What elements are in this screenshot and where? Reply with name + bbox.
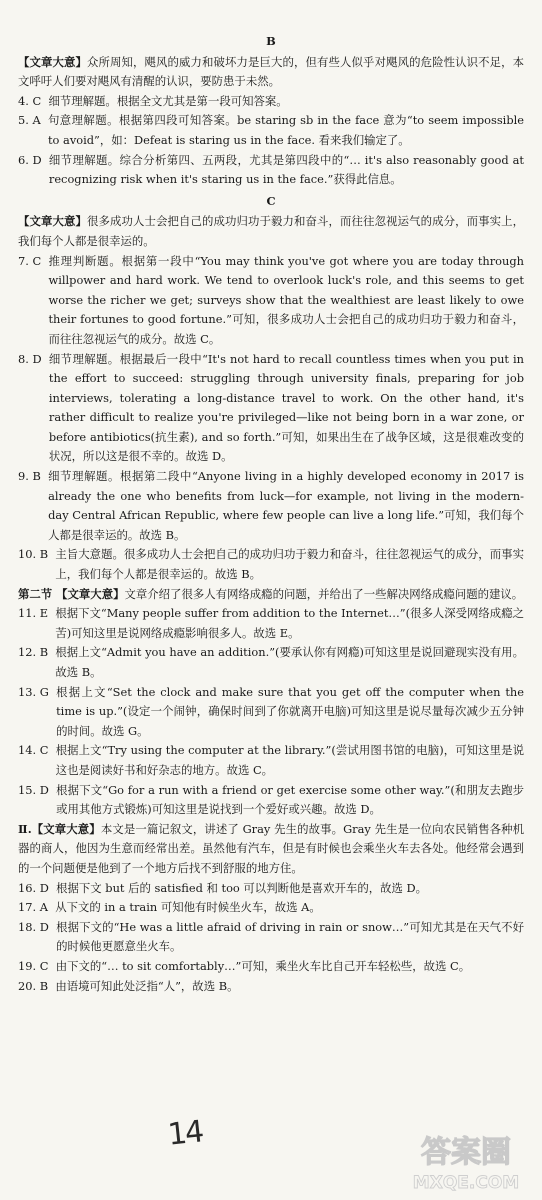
watermark-logo bbox=[396, 1126, 536, 1196]
answer-number: 13. G bbox=[18, 684, 49, 699]
handwritten-page-number: 14 bbox=[166, 1114, 204, 1153]
answer-item bbox=[18, 350, 524, 468]
answer-item bbox=[18, 111, 524, 150]
summary-text: 文章介绍了很多人有网络成瘾的问题，并给出了一些解决网络成瘾问题的建议。 bbox=[124, 586, 524, 601]
answer-item bbox=[18, 977, 524, 997]
answer-number: 15. D bbox=[18, 782, 49, 797]
answer-number: 18. D bbox=[18, 919, 49, 934]
answer-explanation: 细节理解题。综合分析第四、五两段，尤其是第四段中的“… it's also reasonably good at recognizing risk when it's staring us in the face.”获得此信息。 bbox=[48, 152, 524, 187]
answer-explanation: 细节理解题。根据最后一段中“It's not hard to recall countless times when you put in the effort to succeed: struggling through university finals, preparing for job interviews, tolerating a long-distance travel to work. On the other hand, it's rather difficult to realize you're privileged—like not being born in a war zone, or before antibiotics(抗生素), and so forth.”可知，如果出生在了战争区域，这是很难改变的状况，所以这是很不幸的。故选 D。 bbox=[48, 351, 524, 464]
answer-explanation: 根据下文“Many people suffer from addition to the Internet…”(很多人深受网络成瘾之苦)可知这里是说网络成瘾影响很多人。故选 E。 bbox=[55, 606, 524, 640]
summary-label: 第二节 【文章大意】 bbox=[18, 586, 125, 601]
answer-number: 17. A bbox=[18, 900, 48, 915]
summary-text: 本文是一篇记叙文，讲述了 Gray 先生的故事。Gray 先生是一位向农民销售各种机器的商人，他因为生意而经常出差。虽然他有汽车，但是有时候也会乘坐火车去各处。他经常会遇到的一个问题便是他到了一个地方后找不到舒服的地方住。 bbox=[18, 821, 524, 875]
answer-explanation: 根据下文 but 后的 satisfied 和 too 可以判断他是喜欢开车的，故选 D。 bbox=[56, 880, 428, 895]
answer-explanation: 由语境可知此处泛指“人”，故选 B。 bbox=[55, 978, 239, 993]
answer-item bbox=[18, 545, 524, 584]
answer-item bbox=[18, 643, 524, 682]
answer-explanation: 推理判断题。根据第一段中“You may think you've got where you are today through willpower and hard work. We tend to overlook luck's role, and this seems to get worse the richer we get; surveys show that the wealthiest are least likely to owe their fortunes to good fortune.”可知，很多成功人士会把自己的成功归功于毅力和奋斗，而往往忽视运气的成分。故选 C。 bbox=[48, 253, 524, 346]
answer-explanation: 由下文的“… to sit comfortably…”可知，乘坐火车比自己开车轻松些，故选 C。 bbox=[55, 958, 471, 973]
answer-number: 12. B bbox=[18, 645, 49, 660]
answer-page bbox=[18, 30, 524, 996]
summary-paragraph bbox=[18, 585, 524, 605]
answer-number: 5. A bbox=[18, 113, 41, 128]
answer-item bbox=[18, 781, 524, 820]
answer-item bbox=[18, 957, 524, 977]
summary-text: 众所周知，飓风的威力和破坏力是巨大的，但有些人似乎对飓风的危险性认识不足，本文呼吁人们要对飓风有清醒的认识，要防患于未然。 bbox=[18, 54, 524, 89]
summary-paragraph bbox=[18, 53, 524, 92]
watermark-line-2: MXQE.COM bbox=[412, 1173, 520, 1193]
answer-number: 9. B bbox=[18, 469, 41, 484]
answer-item bbox=[18, 252, 524, 350]
answer-item bbox=[18, 918, 524, 957]
answer-explanation: 细节理解题。根据全文尤其是第一段可知答案。 bbox=[48, 93, 288, 108]
answer-number: 16. D bbox=[18, 880, 49, 895]
section-heading: C bbox=[266, 193, 276, 208]
summary-label: 【文章大意】 bbox=[18, 214, 88, 229]
summary-paragraph bbox=[18, 820, 524, 879]
answer-item bbox=[18, 683, 524, 742]
answer-item bbox=[18, 467, 524, 545]
answer-item bbox=[18, 92, 524, 112]
answer-item bbox=[18, 604, 524, 643]
summary-label: 【文章大意】 bbox=[18, 54, 88, 69]
answer-number: 14. C bbox=[18, 743, 49, 758]
answer-number: 19. C bbox=[18, 958, 49, 973]
answer-explanation: 根据上文“Try using the computer at the library.”(尝试用图书馆的电脑)，可知这里是说这也是阅读好书和好杂志的地方。故选 C。 bbox=[55, 743, 524, 777]
answer-number: 20. B bbox=[18, 978, 49, 993]
answer-explanation: 根据下文“Go for a run with a friend or get exercise some other way.”(和朋友去跑步或用其他方式锻炼)可知这里是说找到一个爱好或兴趣。故选 D。 bbox=[56, 782, 524, 817]
summary-paragraph bbox=[18, 212, 524, 251]
answer-explanation: 句意理解题。根据第四段可知答案。be staring sb in the face 意为“to seem impossible to avoid”，如：Defeat is staring us in the face. 看来我们输定了。 bbox=[47, 113, 524, 147]
watermark-line-1: 答案圈 bbox=[421, 1135, 511, 1170]
answer-number: 10. B bbox=[18, 547, 49, 562]
summary-text: 很多成功人士会把自己的成功归功于毅力和奋斗，而往往忽视运气的成分，而事实上，我们每个人都是很幸运的。 bbox=[18, 214, 524, 248]
answer-explanation: 根据上文“Set the clock and make sure that you get off the computer when the time is up.”(设定一个闹钟，确保时间到了你就离开电脑)可知这里是说尽量每次减少五分钟的时间。故选 G。 bbox=[56, 684, 524, 738]
answer-explanation: 从下文的 in a train 可知他有时候坐火车，故选 A。 bbox=[55, 900, 321, 915]
answer-number: 7. C bbox=[18, 253, 42, 268]
answer-number: 4. C bbox=[18, 93, 42, 108]
section-heading: B bbox=[266, 34, 276, 48]
answer-item bbox=[18, 898, 524, 918]
answer-item bbox=[18, 151, 524, 190]
answer-explanation: 细节理解题。根据第二段中“Anyone living in a highly developed economy in 2017 is already the one who benefits from luck—for example, not living in the modern-day Central African Republic, where few people can live a long life.”可知，我们每个人都是很幸运的。故选 B。 bbox=[48, 469, 524, 542]
answer-number: 8. D bbox=[18, 351, 42, 366]
answer-item bbox=[18, 879, 524, 899]
answer-number: 11. E bbox=[18, 606, 49, 621]
answer-explanation: 根据上文“Admit you have an addition.”(要承认你有网瘾)可知这里是说回避现实没有用。故选 B。 bbox=[55, 645, 524, 679]
answer-explanation: 根据下文的“He was a little afraid of driving in rain or snow…”可知尤其是在天气不好的时候他更愿意坐火车。 bbox=[56, 919, 524, 954]
answer-explanation: 主旨大意题。很多成功人士会把自己的成功归功于毅力和奋斗，往往忽视运气的成分，而事实上，我们每个人都是很幸运的。故选 B。 bbox=[55, 547, 524, 582]
summary-label: Ⅱ.【文章大意】 bbox=[18, 821, 101, 836]
answer-number: 6. D bbox=[18, 152, 42, 167]
answer-item bbox=[18, 741, 524, 780]
